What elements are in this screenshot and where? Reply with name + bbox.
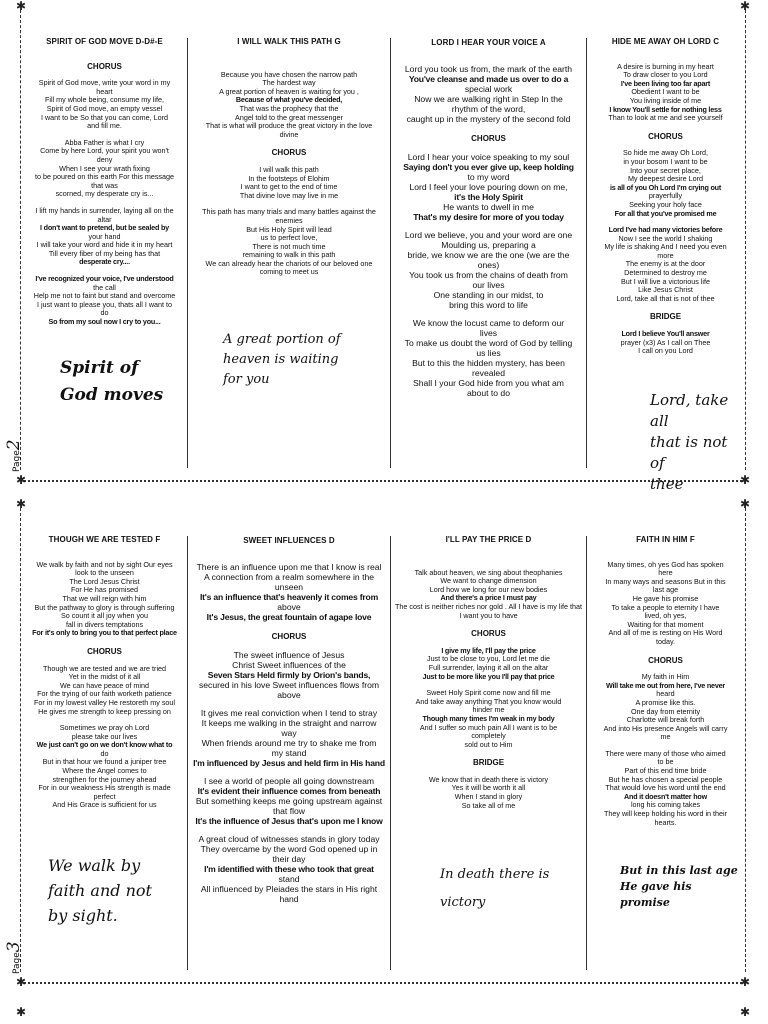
handwritten-line: victory [440,895,486,910]
star-ornament-icon: ✱ [16,497,27,511]
lyric-line: The hardest way [262,78,316,88]
lyric-line-bold: For all that you've promised me [614,208,717,218]
lyric-line: He wants to dwell in me [443,202,534,212]
lyric-line: my stand [271,748,307,758]
verse-spacer [395,310,582,318]
lyric-line: There is not much time [252,241,326,251]
lyric-line: So take all of me [461,800,516,810]
lyric-line: They overcame by the word God opened up in [200,844,378,854]
lyric-line: We can have peace of mind [60,680,149,690]
lyric-line: remaining to walk in this path [242,250,336,260]
page-divider [20,480,746,482]
lyric-line: perfect [93,791,116,801]
lyric-line: You living inside of me [629,95,702,105]
lyric-line: Lord, take all that is not of thee [616,293,715,303]
verse-spacer [192,826,386,834]
lyric-line: way [281,728,297,738]
lyric-line: here [658,568,673,578]
lyric-line: and fill me. [87,121,122,131]
lyric-line-bold: That's my desire for more of you today [413,212,564,222]
lyric-line: that flow [272,806,305,816]
lyric-line: We know the locust came to deform our [412,318,565,328]
lyric-line: My faith in Him [641,672,690,682]
lyric-line: That is what will produce the great victory in the love [205,121,373,131]
lyric-line: And all of me is resting on His Word [608,628,723,638]
page-label-text: Page [12,450,22,472]
lyric-line: But he has chosen a special people [608,774,723,784]
lyric-line: But in that hour we found a juniper tree [42,757,167,767]
lyric-line-bold: Saying don't you ever give up, keep holding [403,162,574,172]
handwritten-line: for you [223,372,270,387]
lyric-line: For He has promised [70,585,139,595]
lyric-line: I just want to please you, thats all I want to [36,299,173,309]
lyric-line: fall in divers temptations [65,619,144,629]
lyric-line: A promise like this. [635,697,696,707]
lyric-line: completely [471,731,506,741]
lyric-line: That was the prophecy that the [239,103,339,113]
left-border [20,10,21,470]
page-label [4,439,24,472]
lyric-line: to my word [467,172,510,182]
chorus-heading: CHORUS [87,646,122,656]
lyric-line-bold: We just can't go on we don't know what to [36,740,173,750]
lyric-line: To take a people to eternity I have [611,602,720,612]
lyric-line: I see a world of people all going downstream [203,776,375,786]
lyric-line: One day from eternity [630,706,701,716]
handwritten-line: We walk by [48,856,141,875]
lyric-line: prayer (x3) As I call on Thee [620,337,711,347]
handwritten-line: He gave his [620,880,692,893]
lyric-line: bring this word to life [449,300,528,310]
lyric-line: I want to be So that you can come, Lord [40,112,169,122]
handwritten-line: heaven is waiting [223,352,339,367]
star-ornament-icon: ✱ [739,0,750,13]
handwritten-line: faith and not [48,881,152,900]
lyric-line-bold: I've been living too far apart [620,78,711,88]
star-ornament-icon: ✱ [740,1005,751,1019]
lyric-line: ones) [477,260,500,270]
star-ornament-icon: ✱ [739,473,750,487]
lyric-line: For in my lowest valley He restoreth my soul [34,697,175,707]
lyric-line-bold: Because of what you've decided, [235,95,343,105]
lyric-line: rhythm of the word, [451,104,526,114]
lyric-line: We can already hear the chariots of our beloved one [205,258,373,268]
lyric-line: the call [93,282,116,292]
lyric-line: One standing in our midst, to [433,290,544,300]
lyric-line: enemies [275,215,303,225]
lyric-line: your hand [88,231,121,241]
lyric-line-bold: Just to be more like you I'll pay that price [422,671,555,681]
handwritten-quote [650,390,746,495]
lyric-line: Than to look at me and see yourself [608,113,723,123]
lyric-line: Moulding us, preparing a [441,240,536,250]
lyric-line: I want to get to the end of time [240,182,338,192]
lyric-line-bold: Will take me out from here, I've never [605,680,726,690]
chorus-heading: CHORUS [471,134,506,143]
lyric-line: last age [652,585,679,595]
lyric-line: That we will reign with him [62,593,147,603]
lyric-line-bold: I'm identified with these who took that great [204,864,374,874]
lyric-line: lived, oh yes, [644,611,687,621]
lyric-line: But His Holy Spirit will lead [246,224,332,234]
lyric-line-bold: I've recognized your voice, I've understood [35,274,174,284]
lyric-line: A great cloud of witnesses stands in glory today [198,834,380,844]
lyric-line: hinder me [472,705,505,715]
lyric-line: To draw closer to you Lord [623,70,708,80]
lyric-line: It gives me real conviction when I tend to stray [200,708,378,718]
page-divider [20,982,746,984]
lyric-line: to be [657,757,674,767]
song-title: I'LL PAY THE PRICE D [445,535,532,544]
lyric-line: The Lord Jesus Christ [69,576,140,586]
star-ornament-icon: ✱ [739,975,750,989]
handwritten-quote [620,863,738,911]
lyric-line: And His Grace is sufficient for us [52,800,157,810]
lyric-line: altar [97,214,112,224]
page-number: 3 [4,941,24,953]
lyric-line: Shall I your God hide from you what am [413,378,564,388]
song-column [188,38,391,468]
lyric-line-bold: For it's only to bring you to that perfect place [32,628,177,638]
lyric-line: There were many of those who aimed [605,748,726,758]
lyric-line: Christ Sweet influences of the [232,660,346,670]
lyric-line-bold: desperate cry.... [79,257,130,267]
handwritten-line: by sight. [48,906,118,925]
lyric-line: For the trying of our faith worketh patience [37,689,172,699]
lyric-line: The cost is neither riches nor gold . All I have is my life that I want you to have [395,601,582,620]
lyric-line: My deepest desire Lord [627,174,704,184]
lyric-line: You took us from the chains of death from [409,270,568,280]
lyric-line: I will take your word and hide it in my heart [36,240,173,250]
lyric-line-bold: is all of you Oh Lord I'm crying out [609,182,722,192]
page-label [4,941,24,974]
lyric-line: In the footsteps of Elohim [248,173,330,183]
lyric-line: Just to be close to you, Lord let me die [426,654,551,664]
lyric-line: Now I see the world I shaking [618,233,713,243]
lyric-line-bold: And it doesn't matter how [624,791,707,801]
lyric-line: about to do [466,388,510,398]
lyric-line: our lives [472,280,505,290]
lyric-line: heart [96,86,113,96]
song-title: FAITH IN HIM F [636,535,695,544]
lyric-line: sold out to Him [464,739,513,749]
left-border [20,508,21,972]
lyric-line: Determined to destroy me [624,268,707,278]
star-ornament-icon: ✱ [739,497,750,511]
lyric-line: Obedient I want to be [631,87,700,97]
handwritten-line: promise [620,896,670,909]
lyric-line-bold: Lord I believe You'll answer [621,329,710,339]
star-ornament-icon: ✱ [16,473,27,487]
lyric-line: Lord we believe, you and your word are one [404,230,573,240]
song-title: I WILL WALK THIS PATH G [237,37,341,46]
lyric-line: Spirit of God move, write your word in my [38,78,171,88]
lyric-line: In many ways and seasons But in this [605,576,726,586]
lyric-line: prayerfully [648,191,683,201]
bridge-heading: BRIDGE [472,758,505,768]
lyric-line-bold: I know You'll settle for nothing less [609,104,722,114]
lyric-line: Till every fiber of my being has that [48,248,161,258]
lyric-line: Waiting for that moment [627,619,704,629]
lyric-line: Lord I hear your voice speaking to my soul [407,152,570,162]
song-title: THOUGH WE ARE TESTED F [48,535,161,544]
lyric-line: Fill my whole being, consume my life, [44,95,165,105]
lyric-line: in your bosom I want to be [623,156,708,166]
lyric-line: us lies [476,348,501,358]
lyric-line: caught up in the mystery of the second fold [406,114,571,124]
lyric-line: We know that in death there is victory [428,774,549,784]
song-column [391,38,587,468]
page-number: 2 [4,439,24,451]
lyric-line: Lord I feel your love pouring down on me, [409,182,568,192]
lyric-line: They will keep holding his word in their [603,809,728,819]
lyric-line: Abba Father is what I cry [64,137,145,147]
lyric-line: Seeking your holy face [629,199,702,209]
lyric-line-bold: I give my life, I'll pay the price [441,645,536,655]
lyric-line: today. [655,636,676,646]
lyric-line: We want to change dimension [440,576,537,586]
booklet-page-3 [4,497,750,989]
lyric-line-bold: I'm influenced by Jesus and held firm in His hand [193,758,385,768]
chorus-heading: CHORUS [87,61,122,71]
lyric-line: When I stand in glory [454,792,523,802]
lyric-line: When I see your wrath fixing [59,163,150,173]
lyric-line: special work [464,84,513,94]
lyric-line: I lift my hands in surrender, laying all on the [35,205,174,215]
lyric-line: Because you have chosen the narrow path [220,69,358,79]
lyric-line: Where the Angel comes to [62,766,147,776]
handwritten-quote [223,330,341,390]
lyric-line: hearts. [654,817,677,827]
chorus-heading: CHORUS [648,655,683,665]
lyric-line: But something keeps me going upstream against [195,796,383,806]
lyric-line: us to perfect love, [260,233,318,243]
lyric-line: We walk by faith and not by sight Our eyes [36,559,173,569]
lyric-line: strengthen for the journey ahead [52,774,157,784]
lyric-line: Now we are walking right in Step In the [414,94,563,104]
lyric-line: Part of this end time bride [624,766,707,776]
lyric-line: And into His presence Angels will carry [603,723,728,733]
handwritten-line: Spirit of [60,358,139,378]
lyric-line: A connection from a realm somewhere in the [203,572,375,582]
lyric-line-bold: You've cleanse and made us over to do a [408,74,569,84]
lyric-line: The sweet influence of Jesus [233,650,345,660]
lyric-line: Though we are tested and we are tried [42,663,167,673]
lyric-line: Like Jesus Christ [638,285,693,295]
star-ornament-icon: ✱ [16,975,27,989]
lyric-line: So hide me away Oh Lord, [622,148,709,158]
lyric-line: This path has many trials and many battles against the [202,207,376,217]
right-border [745,508,746,972]
lyric-line: Sweet Holy Spirit come now and fill me [426,688,551,698]
lyric-line: stand [278,874,300,884]
lyric-line: It keeps me walking in the straight and narrow [201,718,377,728]
lyric-line: But to this the hidden mystery, has been [412,358,565,368]
lyric-line: do [100,748,109,758]
lyric-line: He gives me strength to keep pressing on [38,706,171,716]
handwritten-line: Lord, take all [650,391,729,430]
song-title: LORD I HEAR YOUR VOICE A [431,38,546,47]
lyric-line: Yet in the midst of it all [68,672,141,682]
lyric-line: lives [479,328,498,338]
song-title: SWEET INFLUENCES D [243,536,335,545]
lyric-line: Come by here Lord, your spirit you won't [40,146,169,156]
lyric-line: above [277,602,301,612]
lyric-line: He gave his promise [632,593,699,603]
handwritten-line: that is not of [650,433,728,472]
lyric-line-bold: It's evident their influence comes from beneath [197,786,381,796]
lyric-line: to be poured on this earth For this message [34,172,175,182]
handwritten-quote [440,861,549,917]
lyric-line: revealed [472,368,505,378]
lyric-line-bold: I don't want to pretend, but be sealed by [40,223,169,233]
lyric-line: do [100,308,109,318]
lyric-line: I will walk this path [259,164,319,174]
lyric-line-bold: It's an influence that's heavenly it comes from [199,592,379,602]
lyric-line: bride, we know we are the one (we are the [407,250,570,260]
handwritten-line: God moves [60,385,164,405]
lyric-line: more [657,250,674,260]
handwritten-line: In death there is [440,867,550,882]
star-ornament-icon: ✱ [16,1005,27,1019]
lyric-line: above [277,690,301,700]
lyric-line: Spirit of God move, an empty vessel [46,103,163,113]
lyric-line: Sometimes we pray oh Lord [59,723,150,733]
lyric-line: To make us doubt the word of God by telling [404,338,573,348]
lyric-line: long his coming takes [630,800,701,810]
booklet-page-2 [4,0,750,493]
lyric-line-bold: it's the Holy Spirit [454,192,523,202]
song-column [188,536,391,970]
lyric-line: that was [91,180,118,190]
lyric-line: Help me not to faint but stand and overcome [33,291,176,301]
lyric-line: For in our weakness His strength is made [38,783,171,793]
lyric-line: Lord you took us from, the mark of the earth [404,64,573,74]
lyric-line: So count it all joy when you [60,611,149,621]
lyric-line: Yes it will be worth it all [451,783,526,793]
chorus-heading: CHORUS [648,131,683,141]
lyric-line: their day [272,854,306,864]
lyric-line: And take away anything That you know would [415,696,562,706]
page-label-text: Page [12,952,22,974]
lyric-line: The enemy is at the door [625,259,706,269]
lyric-line: scorned, my desperate cry is... [55,189,154,199]
verse-spacer [192,700,386,708]
lyric-line: unseen [274,582,304,592]
lyric-line: Talk about heaven, we sing about theophanies [414,567,563,577]
lyric-line: I call on you Lord [638,346,693,356]
lyric-line: me [660,732,671,742]
lyric-line: hand [279,894,299,904]
lyric-line: That divine love may live in me [239,190,339,200]
chorus-heading: CHORUS [271,148,307,158]
lyric-line: That would love his word until the end [605,783,726,793]
lyric-line-bold: Though many times I'm weak in my body [422,713,555,723]
lyric-line: There is an influence upon me that I know is real [196,562,382,572]
lyric-line: heard [656,689,675,699]
lyric-line: Angel told to the great messenger [235,112,343,122]
lyric-line: Into your secret place, [630,165,701,175]
lyric-line: But the pathway to glory is through suffering [34,602,175,612]
handwritten-line: But in this last age [620,864,738,877]
bridge-heading: BRIDGE [649,312,682,322]
lyric-line: All influenced by Pleiades the stars in His right [200,884,378,894]
lyric-line-bold: Lord I've had many victories before [608,225,723,235]
lyric-line: Full surrender, laying it all on the altar [428,662,549,672]
handwritten-quote [60,355,163,409]
verse-spacer [395,222,582,230]
handwritten-line: A great portion of [223,332,341,347]
lyric-line-bold: Seven Stars Held firmly by Orion's bands, [207,670,371,680]
verse-spacer [192,768,386,776]
lyric-line: Charlotte will break forth [626,715,705,725]
handwritten-quote [48,853,152,928]
lyric-line-bold: So from my soul now I cry to you... [48,317,161,327]
lyric-line: look to the unseen [75,568,134,578]
handwritten-line: thee [650,475,684,493]
lyric-line: When friends around me try to shake me from [201,738,377,748]
lyric-line: And I suffer so much pain All I want is to be [419,722,558,732]
lyric-line: deny [96,154,113,164]
lyric-line-bold: It's Jesus, the great fountain of agape love [206,612,372,622]
lyric-line-bold: And there's a price I must pay [440,593,537,603]
chorus-heading: CHORUS [471,629,506,639]
lyric-line: My life is shaking And I need you even [604,242,727,252]
lyric-line: A great portion of heaven is waiting for you , [219,86,359,96]
lyric-line: Many times, oh yes God has spoken [607,559,724,569]
lyric-line: A desire is burning in my heart [617,61,714,71]
lyric-line: coming to meet us [259,267,319,277]
lyric-line: But I will live a victorious life [620,276,711,286]
lyric-line-bold: It's the influence of Jesus that's upon me I know [195,816,383,826]
lyric-line: Lord how we long for our new bodies [429,584,548,594]
lyric-line: please take our lives [71,731,138,741]
star-ornament-icon: ✱ [16,0,27,13]
chorus-heading: CHORUS [271,632,307,641]
lyric-line: divine [279,129,299,139]
lyric-line: secured in his love Sweet influences flows from [198,680,380,690]
song-title: HIDE ME AWAY OH LORD C [611,37,720,46]
song-title: SPIRIT OF GOD MOVE D-D#-E [46,37,163,46]
